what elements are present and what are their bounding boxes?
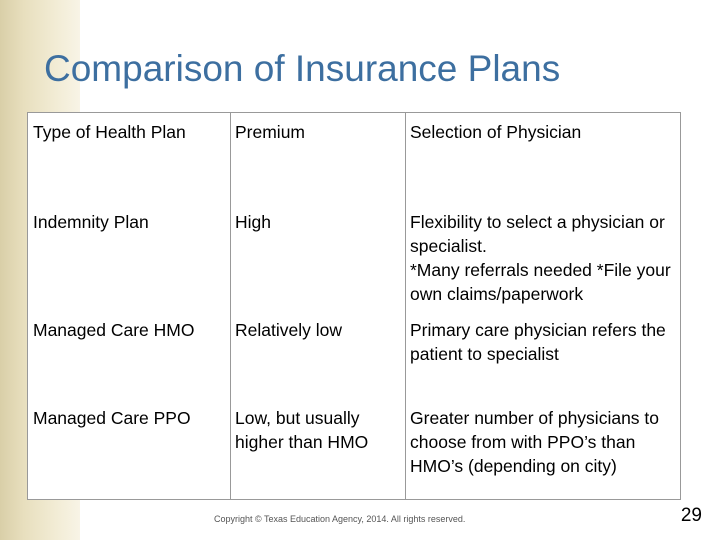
column-divider [230,113,231,499]
table-row-hmo [28,311,680,399]
cell-selection [405,311,680,399]
header-selection-of-physician: Selection of Physician [410,122,582,142]
cell-selection [405,203,680,311]
slide-title: Comparison of Insurance Plans [44,48,561,89]
table-row-indemnity [28,203,680,311]
cell-premium: Relatively low [235,320,342,340]
selection-line: Flexibility to select a physician or specialist. [410,212,665,256]
table-header-row [28,113,680,203]
selection-line: Greater number of physicians to choose from with PPO’s than HMO’s (depending on city) [410,408,660,476]
comparison-table [28,113,680,499]
selection-line: Primary care physician refers the patient to specialist [410,320,666,364]
selection-line: *Many referrals needed *File your own claims/paperwork [410,260,671,304]
header-premium: Premium [235,122,306,142]
table-row-ppo [28,399,680,499]
cell-premium: Low, but usually higher than HMO [235,408,369,452]
cell-plan-type: Managed Care HMO [33,320,195,340]
header-type-of-health-plan: Type of Health Plan [33,122,186,142]
page-number: 29 [680,505,702,526]
column-divider [405,113,406,499]
cell-premium: High [235,212,271,232]
cell-plan-type: Managed Care PPO [33,408,191,428]
cell-plan-type: Indemnity Plan [33,212,149,232]
cell-selection [405,399,680,499]
copyright-notice: Copyright © Texas Education Agency, 2014. All rights reserved. [214,514,466,524]
comparison-table-panel [27,112,681,500]
